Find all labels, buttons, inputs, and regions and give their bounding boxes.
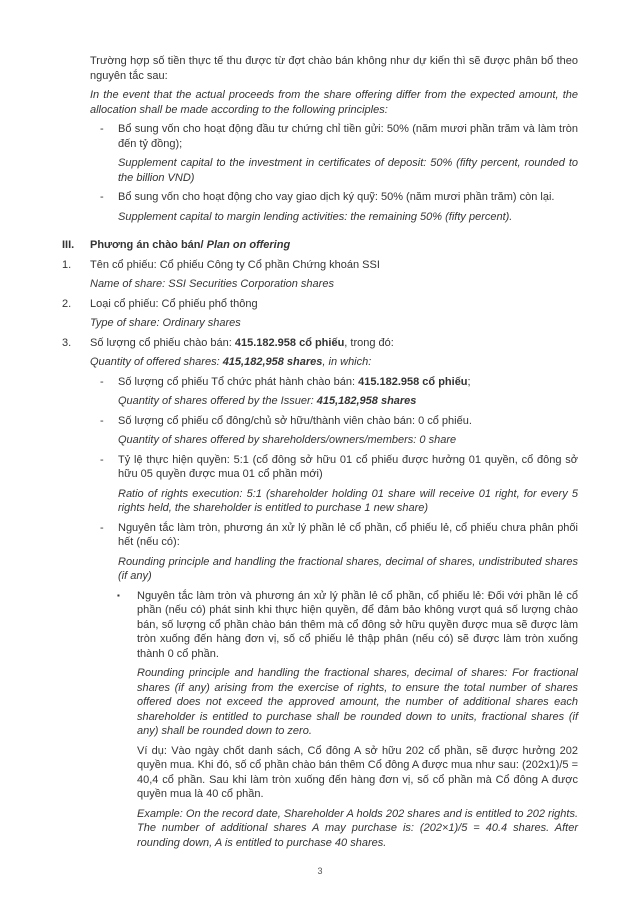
bullet-marker: ▪: [117, 590, 120, 600]
allocation-item-2: [100, 190, 578, 205]
item-3-sub-1-en: [118, 394, 578, 409]
section-title-en: Plan on offering: [206, 239, 291, 251]
allocation-item-1-en: Supplement capital to the investment in certificates of deposit: 50% (fifty percent, rounded to the billion VND): [118, 157, 578, 184]
item-2-en: Type of share: Ordinary shares: [90, 317, 241, 329]
dash-marker: -: [100, 375, 104, 388]
allocation-item-1-vn: Bổ sung vốn cho hoạt động đầu tư chứng chỉ tiền gửi: 50% (năm mươi phần trăm và làm tròn đến tỷ đồng);: [118, 123, 578, 150]
page-number: 3: [317, 866, 323, 876]
item-3-sub-3-en: Ratio of rights execution: 5:1 (shareholder holding 01 share will receive 01 right, for every 5 rights held, the shareholder is entitled to purchase 1 new share): [118, 487, 578, 514]
item-number: 2.: [62, 297, 72, 310]
list-item-2: [62, 297, 578, 312]
rounding-bullet-en: Rounding principle and handling the fractional shares, decimal of shares: For fractional shares (if any) arising from the exercise of rights, to ensure the total number of shares offered does not exceed the approved amount, the number of additional shares each shareholder is entitled to purchase shall be rounded down to units, fractional shares (if any) shall be rounded down to zero.: [137, 667, 578, 737]
allocation-item-1: [100, 122, 578, 151]
dash-marker: -: [100, 453, 104, 466]
item-3-vn: [90, 336, 578, 351]
sub-1-en-prefix: Quantity of shares offered by the Issuer:: [118, 395, 317, 407]
item-3-sub-2: [100, 414, 578, 429]
dash-marker: -: [100, 521, 104, 534]
item-3-en-suffix: , in which:: [322, 356, 372, 368]
item-number: 1.: [62, 258, 72, 271]
example-vn: Ví dụ: Vào ngày chốt danh sách, Cổ đông A sở hữu 202 cổ phần, sẽ được hưởng 202 quyền mua. Khi đó, số cổ phần chào bán thêm Cổ đông A được mua như sau: (202x1)/5 = 40,4 cổ phần. Sau khi làm tròn xuống đến hàng đơn vị, số cổ phần mà Cổ đông A được quyền mua là 40 cổ phần.: [137, 744, 578, 800]
rounding-bullet-vn: Nguyên tắc làm tròn và phương án xử lý phần lẻ cổ phần, cổ phiếu lẻ: Đối với phần lẻ cổ phần (nếu có) phát sinh khi thực hiện quyền, để đảm bảo không vượt quá số lượng chào bán, số lượng cổ phần chào bán thêm mà cổ đông sở hữu quyền được mua sẽ được làm tròn xuống đến hàng đơn vị, số cổ phiếu lẻ thập phân (nếu có) sẽ được làm tròn xuống thành 0 cổ phần.: [137, 589, 578, 660]
example-en: Example: On the record date, Shareholder A holds 202 shares and is entitled to 202 rights. The number of additional shares A may purchase is: (202×1)/5 = 40.4 shares. After rounding down, A is entitled to purchase 40 shares.: [137, 807, 578, 849]
preamble-vn: Trường hợp số tiền thực tế thu được từ đợt chào bán không như dự kiến thì sẽ được phân bổ theo nguyên tắc sau:: [90, 55, 578, 82]
item-3-vn-quantity: 415.182.958 cổ phiếu: [234, 336, 345, 349]
list-item-1: [62, 258, 578, 273]
item-3-sub-1-vn: [118, 375, 578, 390]
item-3-sub-4: [100, 521, 578, 550]
item-1-en: Name of share: SSI Securities Corporation shares: [90, 278, 334, 290]
item-3-sub-4-vn: Nguyên tắc làm tròn, phương án xử lý phần lẻ cổ phần, cổ phiếu lẻ, cổ phiếu chưa phân phối hết (nếu có):: [118, 521, 578, 548]
item-number: 3.: [62, 336, 72, 349]
sub-1-vn-suffix: ;: [467, 375, 471, 388]
section-heading: [62, 238, 578, 253]
document-body: [62, 54, 578, 855]
item-3-en-quantity: 415,182,958 shares: [222, 356, 323, 368]
dash-marker: -: [100, 191, 104, 203]
item-1-vn: Tên cổ phiếu: Cổ phiếu Công ty Cổ phần Chứng khoán SSI: [90, 258, 380, 271]
item-3-sub-3: [100, 453, 578, 482]
allocation-item-2-vn: Bổ sung vốn cho hoạt động cho vay giao dịch ký quỹ: 50% (năm mươi phần trăm) còn lại.: [118, 191, 555, 203]
item-3-en-prefix: Quantity of offered shares:: [90, 356, 223, 368]
dash-marker: -: [100, 414, 104, 427]
sub-1-vn-quantity: 415.182.958 cổ phiếu: [358, 375, 468, 388]
item-3-sub-1: [100, 375, 578, 390]
item-3-en: [90, 355, 578, 370]
allocation-item-2-en: Supplement capital to margin lending activities: the remaining 50% (fifty percent).: [118, 210, 513, 223]
item-3-sub-2-en: Quantity of shares offered by shareholders/owners/members: 0 share: [118, 434, 457, 446]
section-number: III.: [62, 239, 75, 251]
rounding-bullet: [117, 589, 578, 662]
dash-marker: -: [100, 123, 104, 135]
item-3-sub-2-vn: Số lượng cổ phiếu cổ đông/chủ sở hữu/thành viên chào bán: 0 cổ phiếu.: [118, 414, 472, 427]
item-3-vn-suffix: , trong đó:: [344, 336, 394, 349]
section-title-vn: Phương án chào bán/: [90, 239, 204, 251]
sub-1-vn-prefix: Số lượng cổ phiếu Tổ chức phát hành chào bán:: [118, 375, 359, 388]
item-3-sub-3-vn: Tỷ lệ thực hiện quyền: 5:1 (cổ đông sở hữu 01 cổ phiếu được hưởng 01 quyền, cổ đông sở hữu 05 quyền được mua 01 cổ phần mới): [118, 453, 578, 480]
item-3-sub-4-en: Rounding principle and handling the fractional shares, decimal of shares, undistributed shares (if any): [118, 555, 578, 582]
list-item-3: [62, 336, 578, 351]
preamble-en: In the event that the actual proceeds from the share offering differ from the expected amount, the allocation shall be made according to the following principles:: [90, 89, 578, 116]
item-3-vn-prefix: Số lượng cổ phiếu chào bán:: [90, 336, 235, 349]
item-2-vn: Loại cổ phiếu: Cổ phiếu phổ thông: [90, 297, 258, 310]
section-title: [90, 238, 578, 253]
sub-1-en-quantity: 415,182,958 shares: [316, 395, 417, 407]
